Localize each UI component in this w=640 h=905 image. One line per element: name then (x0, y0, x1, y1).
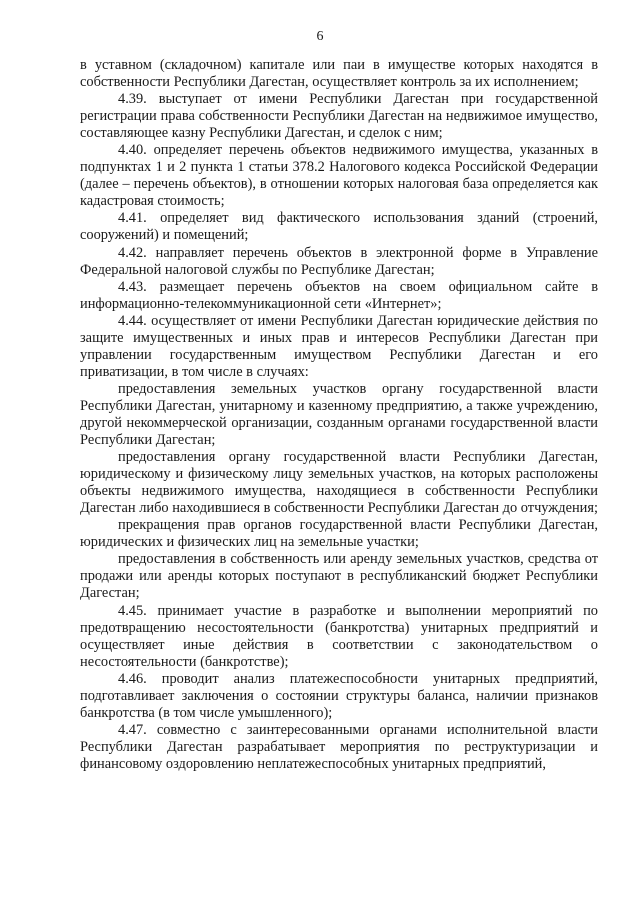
paragraph-4-40: 4.40. определяет перечень объектов недвижимого имущества, указанных в подпунктах 1 и 2 пункта 1 статьи 378.2 Налогового кодекса Российской Федерации (далее – перечень объектов), в отношении которых налоговая база определяется как кадастровая стоимость; (80, 142, 598, 210)
paragraph-4-44: 4.44. осуществляет от имени Республики Дагестан юридические действия по защите имущественных и иных прав и интересов Республики Дагестан при управлении государственным имуществом Республики Дагестан и его приватизации, в том числе в случаях: (80, 312, 598, 380)
paragraph-4-46: 4.46. проводит анализ платежеспособности унитарных предприятий, подготавливает заключения о состоянии структуры баланса, наличии признаков банкротства (в том числе умышленного); (80, 670, 598, 721)
paragraph-4-39: 4.39. выступает от имени Республики Дагестан при государственной регистрации права собственности Республики Дагестан на недвижимое имущество, составляющее казну Республики Дагестан, и сделок с ним; (80, 91, 598, 142)
paragraph-4-44-case-2: предоставления органу государственной власти Республики Дагестан, юридическому и физическому лицу земельных участков, на которых расположены объекты недвижимого имущества, находящиеся в собственности Республики Дагестан либо находившиеся в собственности Республики Дагестан до отчуждения; (80, 449, 598, 517)
page-number: 6 (316, 29, 324, 44)
paragraph-4-44-case-1: предоставления земельных участков органу государственной власти Республики Дагестан, унитарному и казенному предприятию, а также учреждению, другой некоммерческой организации, созданным органами государственной власти Республики Дагестан; (80, 380, 598, 449)
paragraph-4-43: 4.43. размещает перечень объектов на своем официальном сайте в информационно-телекоммуникационной сети «Интернет»; (80, 278, 598, 312)
paragraph-4-47: 4.47. совместно с заинтересованными органами исполнительной власти Республики Дагестан разрабатывает мероприятия по реструктуризации и финансовому оздоровлению неплатежеспособных унитарных предприятий, (80, 721, 598, 772)
paragraph-4-45: 4.45. принимает участие в разработке и выполнении мероприятий по предотвращению несостоятельности (банкротства) унитарных предприятий и осуществляет иные действия в соответствии с законодательством о несостоятельности (банкротстве); (80, 602, 598, 670)
paragraph-4-44-case-3: прекращения прав органов государственной власти Республики Дагестан, юридических и физических лиц на земельные участки; (80, 517, 598, 551)
paragraph-4-44-case-4: предоставления в собственность или аренду земельных участков, средства от продажи или аренды которых поступают в республиканский бюджет Республики Дагестан; (80, 551, 598, 602)
paragraph-4-41: 4.41. определяет вид фактического использования зданий (строений, сооружений) и помещений; (80, 210, 598, 244)
paragraph-continuation: в уставном (складочном) капитале или паи в имуществе которых находятся в собственности Республики Дагестан, осуществляет контроль за их исполнением; (80, 57, 598, 91)
document-body (80, 57, 598, 773)
paragraph-4-42: 4.42. направляет перечень объектов в электронной форме в Управление Федеральной налоговой службы по Республике Дагестан; (80, 244, 598, 278)
